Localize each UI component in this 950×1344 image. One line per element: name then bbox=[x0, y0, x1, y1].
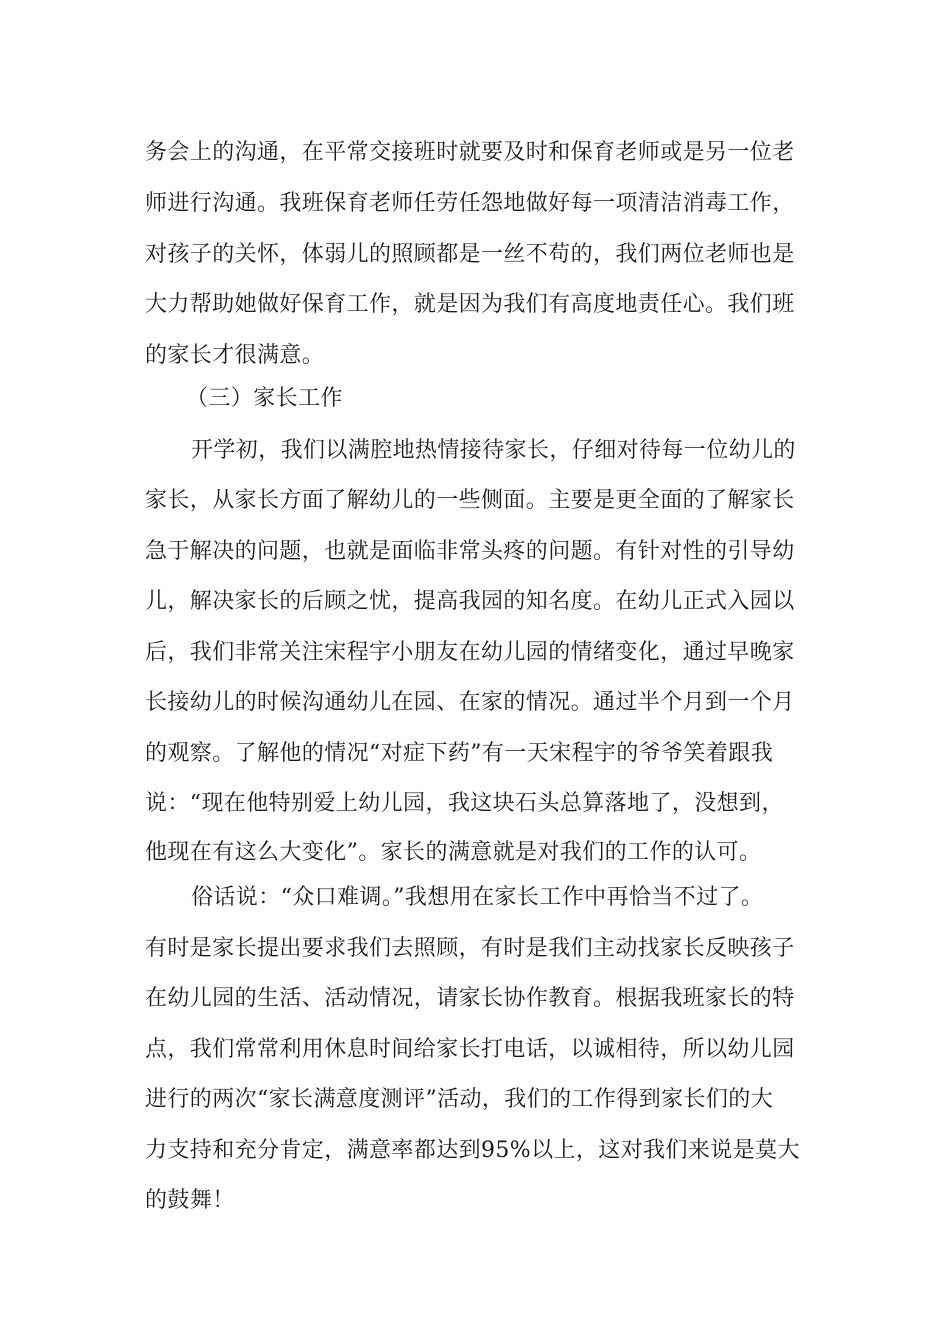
paragraph-1-line-2: 师进行沟通。我班保育老师任劳任怨地做好每一项清洁消毒工作， bbox=[145, 191, 795, 216]
paragraph-3-line-6: 力支持和充分肯定，满意率都达到95%以上，这对我们来说是莫大 bbox=[145, 1138, 800, 1163]
paragraph-1-line-3: 对孩子的关怀，体弱儿的照顾都是一丝不苟的，我们两位老师也是 bbox=[145, 242, 795, 267]
paragraph-3-line-5: 进行的两次“家长满意度测评”活动，我们的工作得到家长们的大 bbox=[145, 1087, 774, 1112]
paragraph-2-line-8: 说：“现在他特别爱上幼儿园，我这块石头总算落地了，没想到， bbox=[145, 791, 784, 816]
paragraph-1-line-4: 大力帮助她做好保育工作，就是因为我们有高度地责任心。我们班 bbox=[145, 292, 795, 317]
paragraph-2-line-2: 家长，从家长方面了解幼儿的一些侧面。主要是更全面的了解家长 bbox=[145, 488, 795, 513]
paragraph-3-line-3: 在幼儿园的生活、活动情况，请家长协作教育。根据我班家长的特 bbox=[145, 986, 795, 1011]
paragraph-3-line-4: 点，我们常常利用休息时间给家长打电话，以诚相待，所以幼儿园 bbox=[145, 1037, 795, 1062]
paragraph-3-line-1: 俗话说：“众口难调。”我想用在家长工作中再恰当不过了。 bbox=[191, 885, 764, 910]
paragraph-1-line-5: 的家长才很满意。 bbox=[145, 343, 325, 368]
paragraph-2-line-1: 开学初，我们以满腔地热情接待家长，仔细对待每一位幼儿的 bbox=[191, 438, 796, 463]
section-heading: （三）家长工作 bbox=[186, 386, 343, 411]
paragraph-3-line-7: 的鼓舞！ bbox=[145, 1188, 235, 1213]
paragraph-2-line-9: 他现在有这么大变化”。家长的满意就是对我们的工作的认可。 bbox=[145, 840, 762, 865]
paragraph-2-line-6: 长接幼儿的时候沟通幼儿在园、在家的情况。通过半个月到一个月 bbox=[145, 690, 795, 715]
paragraph-2-line-5: 后，我们非常关注宋程宇小朋友在幼儿园的情绪变化，通过早晚家 bbox=[145, 640, 795, 665]
paragraph-2-line-3: 急于解决的问题，也就是面临非常头疼的问题。有针对性的引导幼 bbox=[145, 539, 795, 564]
paragraph-1-line-1: 务会上的沟通，在平常交接班时就要及时和保育老师或是另一位老 bbox=[145, 140, 795, 165]
paragraph-2-line-4: 儿，解决家长的后顾之忧，提高我园的知名度。在幼儿正式入园以 bbox=[145, 589, 795, 614]
paragraph-2-line-7: 的观察。了解他的情况“对症下药”有一天宋程宇的爷爷笑着跟我 bbox=[145, 741, 774, 766]
paragraph-3-line-2: 有时是家长提出要求我们去照顾，有时是我们主动找家长反映孩子 bbox=[145, 936, 795, 961]
